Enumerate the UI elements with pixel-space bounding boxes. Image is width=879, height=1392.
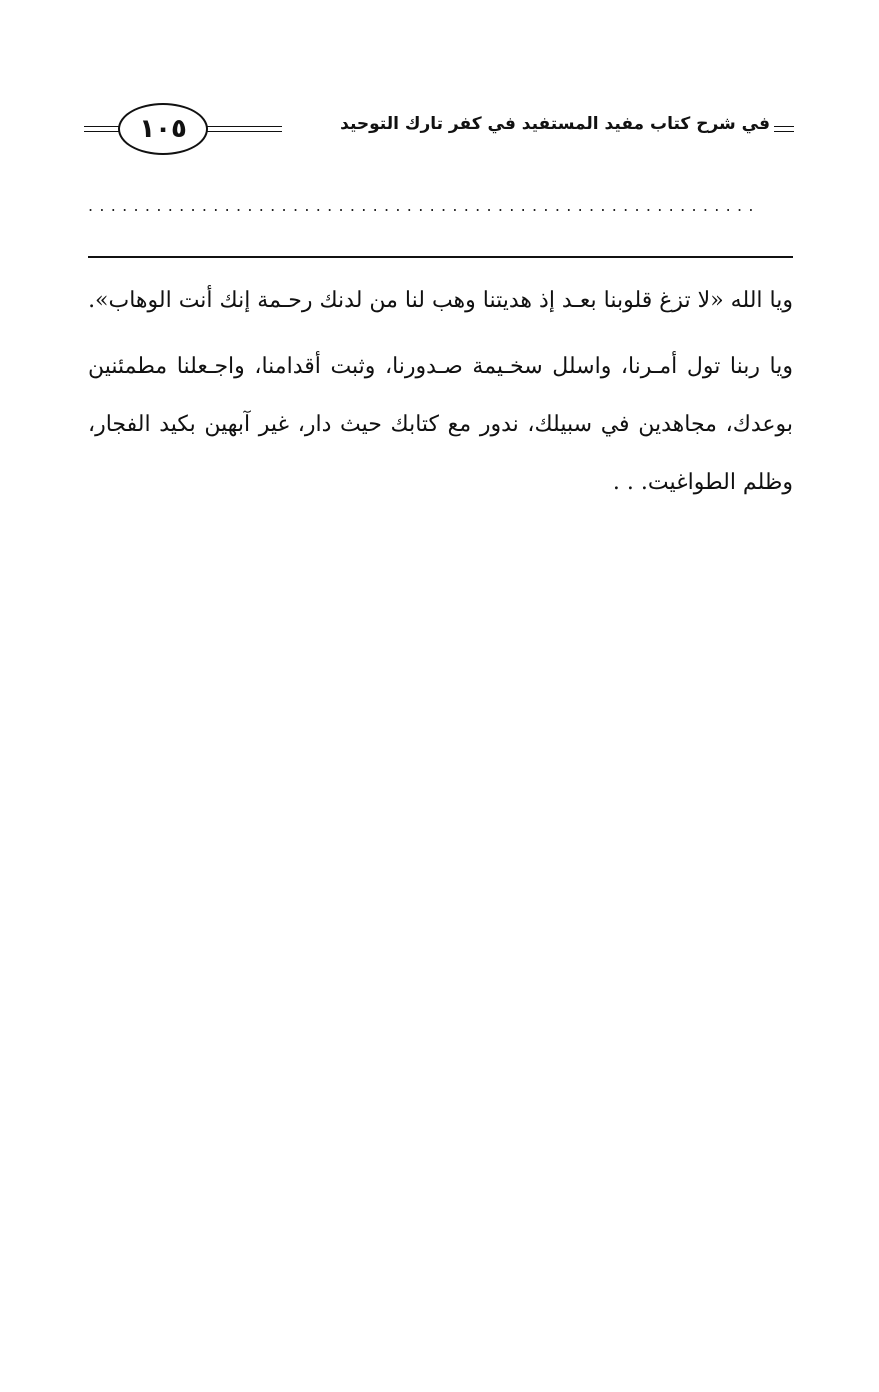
running-header-title: في شرح كتاب مفيد المستفيد في كفر تارك التوحيد	[340, 114, 770, 134]
page-header	[84, 100, 794, 160]
dotted-separator: ...........................................................	[88, 196, 760, 215]
paragraph: ويا ربنا تول أمـرنا، واسلل سخـيمة صـدورنا، وثبت أقدامنا، واجـعلنا مطمئنين بوعدك، مجاهدين في سبيلك، ندور مع كتابك حيث دار، غير آبهين بكيد الفجار، وظلم الطواغيت. . .	[88, 354, 793, 495]
header-double-line-left	[84, 126, 120, 132]
header-double-line-middle	[206, 126, 282, 132]
body-text	[88, 272, 793, 512]
paragraph: ويا الله «لا تزغ قلوبنا بعـد إذ هديتنا وهب لنا من لدنك رحـمة إنك أنت الوهاب».	[88, 288, 793, 313]
horizontal-rule	[88, 256, 793, 258]
header-double-line-right	[774, 126, 794, 132]
page-number: ١٠٥	[118, 103, 208, 155]
